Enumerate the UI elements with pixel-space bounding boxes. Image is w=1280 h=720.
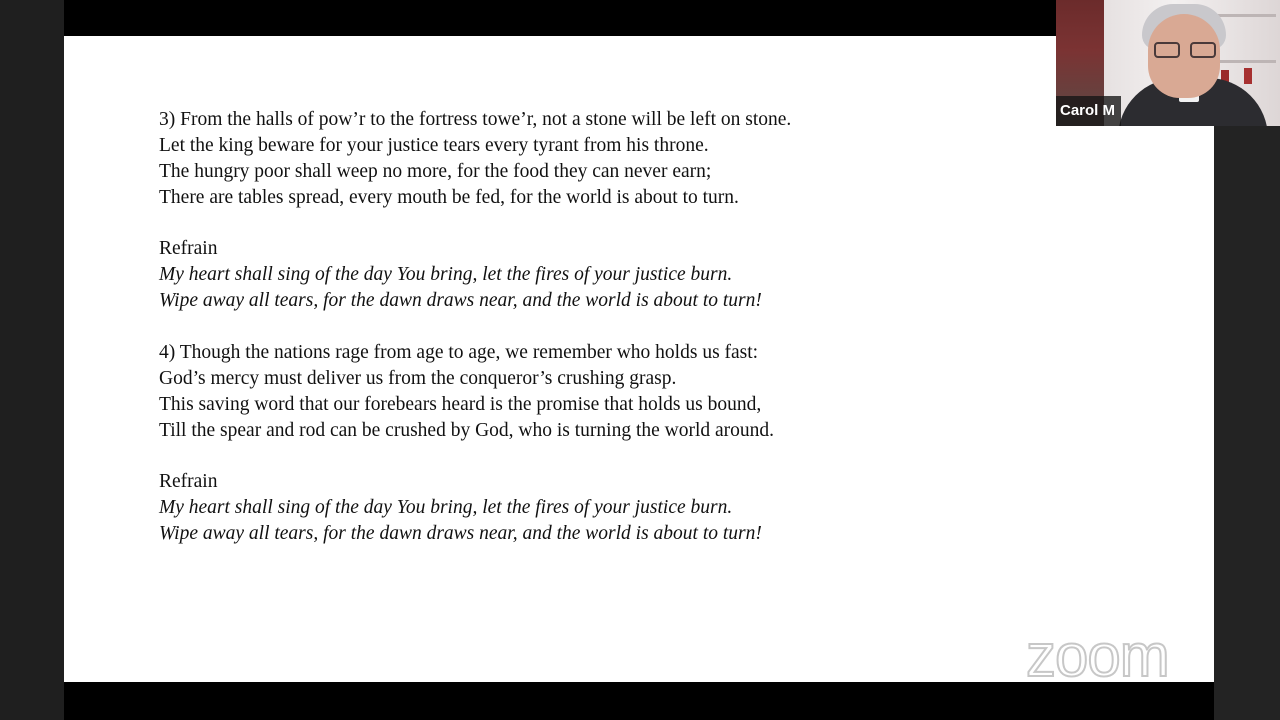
refrain-label: Refrain [159,471,218,493]
verse-3-line: 3) From the halls of pow’r to the fortress towe’r, not a stone will be left on stone. [159,109,792,130]
participant-name-label: Carol M [1056,96,1121,126]
left-margin [0,0,64,720]
refrain-line: My heart shall sing of the day You bring, let the fires of your justice burn. [159,264,733,286]
stanza-gap [159,314,1119,340]
stanza-gap [159,211,1119,237]
refrain-line: Wipe away all tears, for the dawn draws near, and the world is about to turn! [159,290,762,312]
refrain-label: Refrain [159,238,218,260]
verse-4-line: Till the spear and rod can be crushed by God, who is turning the world around. [159,419,775,441]
video-candle [1244,68,1252,84]
verse-4-line: 4) Though the nations rage from age to age, we remember who holds us fast: [159,342,759,364]
stanza-gap [159,444,1119,470]
shared-screen-slide [64,36,1214,682]
verse-4-line: This saving word that our forebears heard is the promise that holds us bound, [159,393,762,415]
glasses-icon [1190,42,1216,58]
verse-3-line: The hungry poor shall weep no more, for the food they can never earn; [159,160,712,182]
lyrics-text [159,107,1119,547]
participant-video-tile[interactable] [1056,0,1280,126]
glasses-icon [1154,42,1180,58]
refrain-line: Wipe away all tears, for the dawn draws near, and the world is about to turn! [159,523,762,545]
verse-3-line: There are tables spread, every mouth be fed, for the world is about to turn. [159,186,739,208]
zoom-watermark-logo: zoom [1026,622,1169,689]
letterbox-top [64,0,1214,36]
refrain-line: My heart shall sing of the day You bring, let the fires of your justice burn. [159,497,733,519]
verse-3-line: Let the king beware for your justice tears every tyrant from his throne. [159,134,709,156]
verse-4-line: God’s mercy must deliver us from the conqueror’s crushing grasp. [159,367,677,389]
